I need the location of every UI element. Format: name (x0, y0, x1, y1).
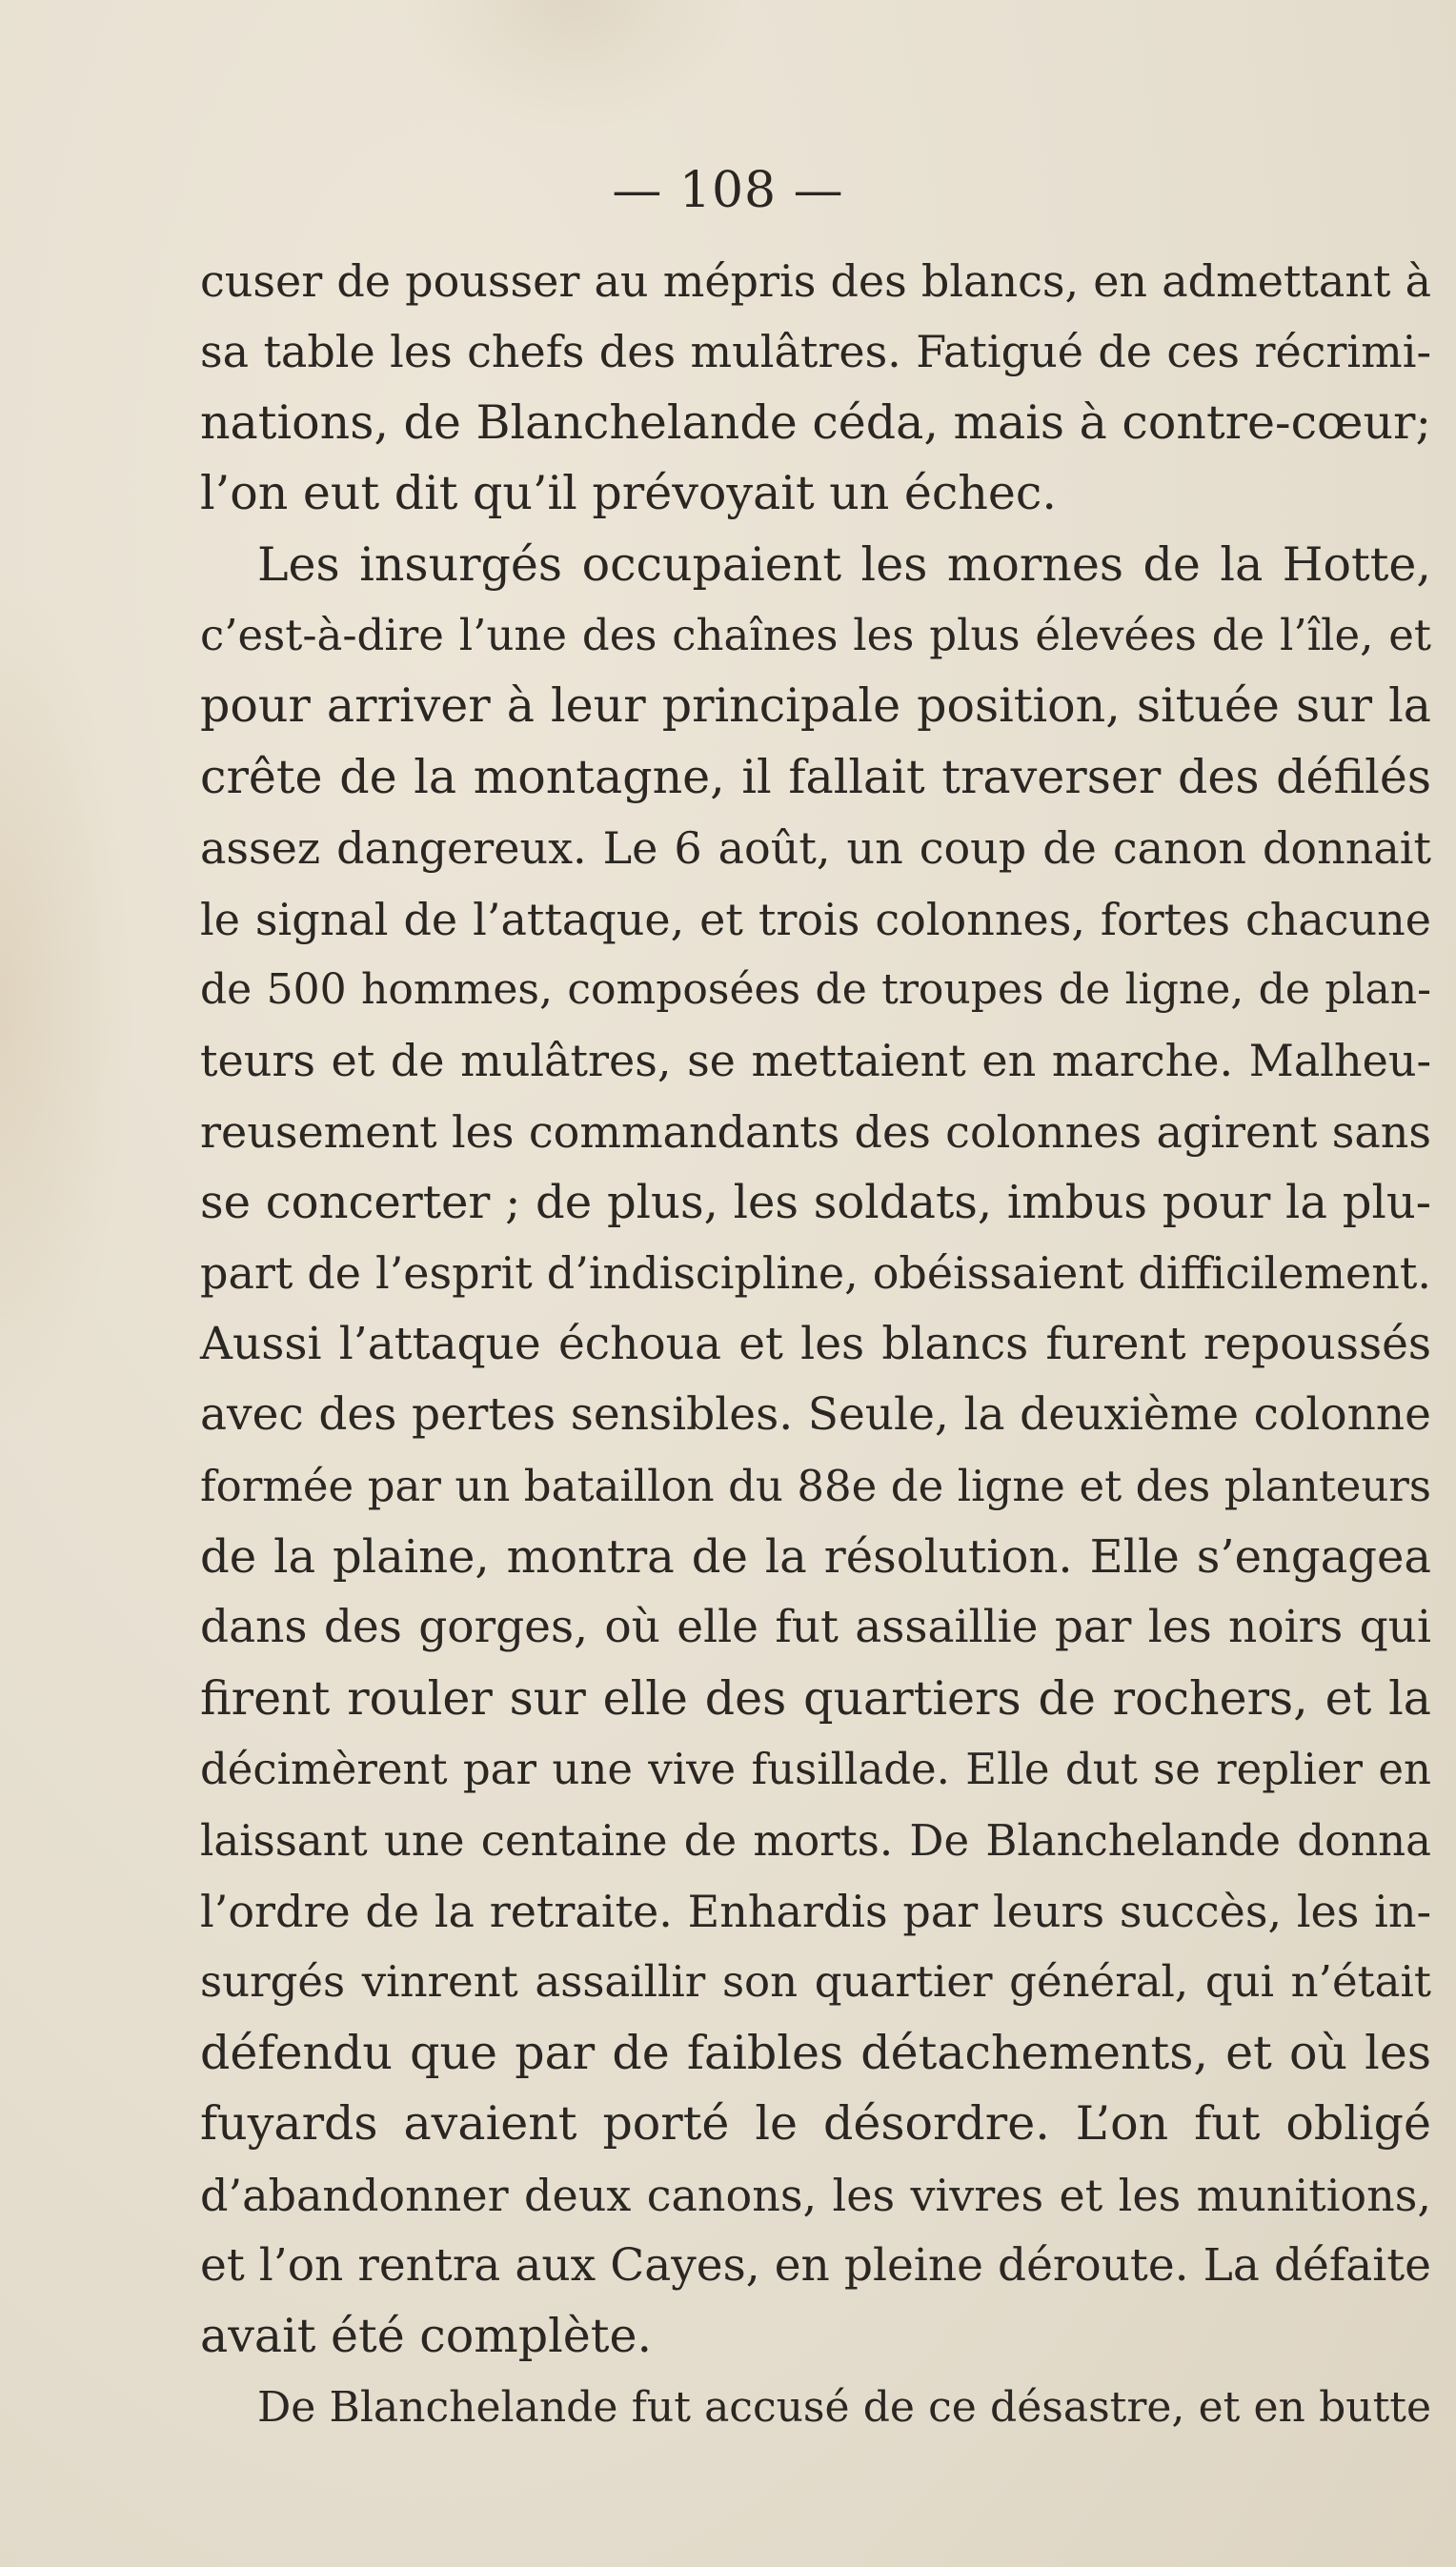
text-line: et l’on rentra aux Cayes, en pleine déroute. La défaite (200, 2238, 1431, 2292)
body-text (200, 246, 1431, 2443)
text-line: part de l’esprit d’indiscipline, obéissaient difficilement. (200, 1247, 1431, 1300)
paper-stain-left (0, 572, 133, 1429)
paper-stain-top (400, 0, 743, 133)
text-line: formée par un bataillon du 88e de ligne et des planteurs (200, 1460, 1431, 1511)
text-line: Aussi l’attaque échoua et les blancs furent repoussés (200, 1317, 1431, 1370)
text-line: défendu que par de faibles détachements, et où les (200, 2025, 1431, 2080)
text-line: assez dangereux. Le 6 août, un coup de canon donnait (200, 822, 1431, 875)
text-line: Les insurgés occupaient les mornes de la Hotte, (257, 536, 1431, 592)
text-line: avec des pertes sensibles. Seule, la deuxième colonne (200, 1388, 1431, 1442)
text-line: d’abandonner deux canons, les vivres et les munitions, (200, 2169, 1431, 2221)
text-line: pour arriver à leur principale position, située sur la (200, 678, 1431, 734)
text-line: firent rouler sur elle des quartiers de rochers, et la (200, 1670, 1431, 1726)
text-line: dans des gorges, où elle fut assaillie par les noirs qui (200, 1601, 1431, 1654)
text-line: l’on eut dit qu’il prévoyait un échec. (200, 466, 1057, 521)
text-line: de 500 hommes, composées de troupes de ligne, de plan- (200, 964, 1431, 1014)
text-line: se concerter ; de plus, les soldats, imbus pour la plu- (200, 1176, 1431, 1230)
text-line: avait été complète. (200, 2309, 653, 2364)
text-line: De Blanchelande fut accusé de ce désastre, et en butte (257, 2382, 1431, 2432)
text-line: surgés vinrent assaillir son quartier général, qui n’était (200, 1956, 1431, 2008)
text-line: le signal de l’attaque, et trois colonnes, fortes chacune (200, 893, 1431, 945)
text-line: cuser de pousser au mépris des blancs, en admettant à (200, 255, 1431, 307)
text-line: teurs et de mulâtres, se mettaient en marche. Malheu- (200, 1035, 1431, 1087)
text-line: crête de la montagne, il fallait traverser des défilés (200, 749, 1431, 804)
text-line: c’est-à-dire l’une des chaînes les plus élevées de l’île, et (200, 609, 1431, 660)
text-line: sa table les chefs des mulâtres. Fatigué de ces récrimi- (200, 326, 1431, 378)
text-line: décimèrent par une vive fusillade. Elle dut se replier en (200, 1744, 1431, 1795)
text-line: fuyards avaient porté le désordre. L’on fut obligé (200, 2096, 1431, 2152)
page-number: — 108 — (612, 162, 844, 219)
text-line: de la plaine, montra de la résolution. Elle s’engagea (200, 1530, 1431, 1585)
text-line: reusement les commandants des colonnes agirent sans (200, 1105, 1431, 1158)
text-line: nations, de Blanchelande céda, mais à contre-cœur; (200, 394, 1431, 450)
text-line: l’ordre de la retraite. Enhardis par leurs succès, les in- (200, 1885, 1431, 1937)
text-line: laissant une centaine de morts. De Blanchelande donna (200, 1814, 1431, 1866)
